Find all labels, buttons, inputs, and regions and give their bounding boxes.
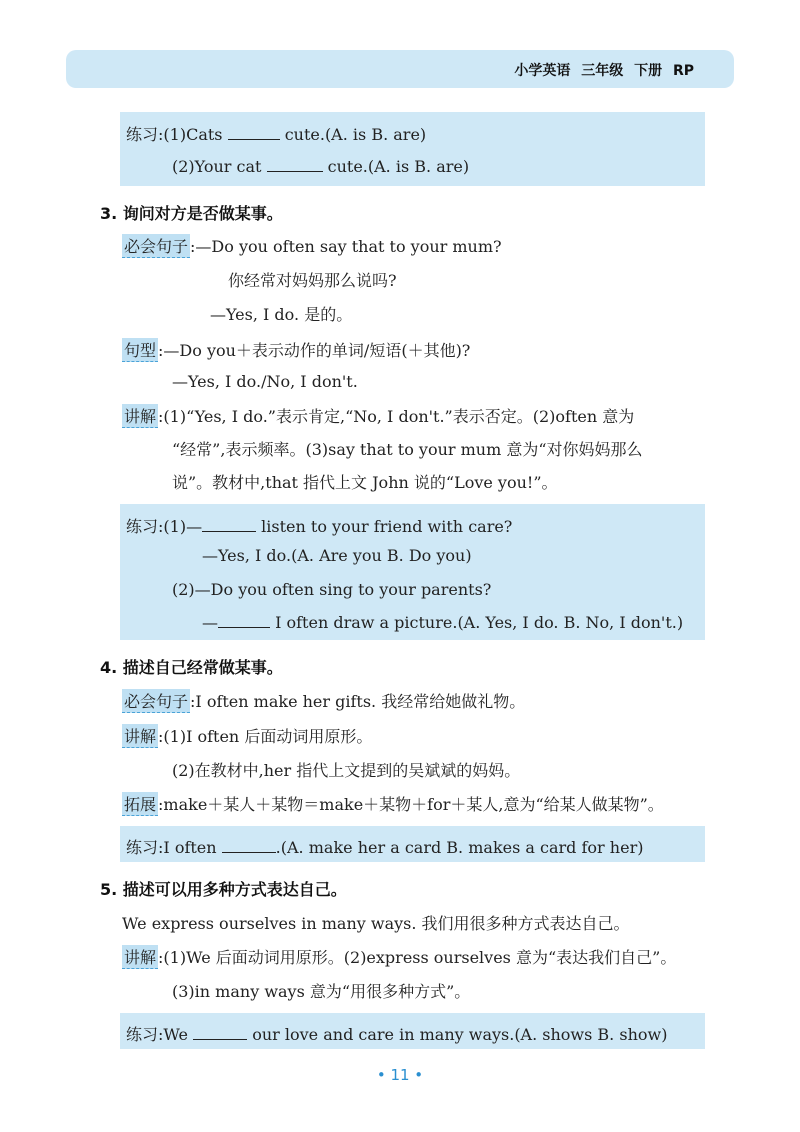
practice-label: 练习 [126, 838, 159, 857]
section-3-practice-q1: 练习:(1)— listen to your friend with care? [126, 517, 513, 536]
page-number: • 11 • [376, 1066, 424, 1084]
section-4-explain-line-1: 讲解 :(1)I often 后面动词用原形。 [122, 724, 372, 748]
section-3-must-line-2: 你经常对妈妈那么说吗? [228, 271, 397, 290]
section-3-explain-line-2: “经常”,表示频率。(3)say that to your mum 意为“对你妈妈那么 [172, 440, 643, 459]
must-know-tag: 必会句子 [122, 234, 190, 258]
section-3-practice-q1-reply: —Yes, I do.(A. Are you B. Do you) [202, 546, 472, 565]
section-4-explain-line-2: (2)在教材中,her 指代上文提到的吴斌斌的妈妈。 [172, 761, 521, 780]
practice-top-q2: (2)Your cat cute.(A. is B. are) [172, 157, 470, 176]
section-5-explain-line-1: 讲解 :(1)We 后面动词用原形。(2)express ourselves 意为“表达我们自己”。 [122, 945, 676, 969]
answer-blank[interactable] [218, 613, 270, 628]
section-3-title: 3. 询问对方是否做某事。 [100, 204, 283, 223]
answer-blank[interactable] [202, 517, 256, 532]
section-5-explain-line-2: (3)in many ways 意为“用很多种方式”。 [172, 982, 471, 1001]
section-3-must-line-3: —Yes, I do. 是的。 [210, 305, 353, 324]
must-know-tag: 必会句子 [122, 689, 190, 713]
explain-tag: 讲解 [122, 945, 158, 969]
section-3-practice-q2-reply: — I often draw a picture.(A. Yes, I do. B. No, I don't.) [202, 613, 684, 632]
extend-tag: 拓展 [122, 792, 158, 816]
answer-blank[interactable] [228, 125, 280, 140]
section-5-title: 5. 描述可以用多种方式表达自己。 [100, 880, 347, 899]
answer-blank[interactable] [222, 838, 276, 853]
pattern-tag: 句型 [122, 338, 158, 362]
answer-blank[interactable] [267, 157, 323, 172]
page-header [66, 50, 734, 88]
section-3-explain-line-3: 说”。教材中,that 指代上文 John 说的“Love you!”。 [172, 473, 558, 492]
practice-top-q1: 练习:(1)Cats cute.(A. is B. are) [126, 125, 427, 144]
explain-tag: 讲解 [122, 724, 158, 748]
section-4-must-line: 必会句子 :I often make her gifts. 我经常给她做礼物。 [122, 689, 525, 713]
section-5-practice-q1: 练习:We our love and care in many ways.(A. shows B. show) [126, 1025, 668, 1044]
section-3-must-line-1: 必会句子 :—Do you often say that to your mum? [122, 234, 502, 258]
section-3-pattern-line-1: 句型 :—Do you＋表示动作的单词/短语(＋其他)? [122, 338, 470, 362]
header-text: 小学英语 三年级 下册 RP [514, 63, 694, 79]
practice-label: 练习 [126, 125, 159, 144]
section-3-explain-line-1: 讲解 :(1)“Yes, I do.”表示肯定,“No, I don't.”表示否定。(2)often 意为 [122, 404, 634, 428]
explain-tag: 讲解 [122, 404, 158, 428]
section-4-extend-line: 拓展 :make＋某人＋某物＝make＋某物＋for＋某人,意为“给某人做某物”。 [122, 792, 664, 816]
section-3-practice-q2: (2)—Do you often sing to your parents? [172, 580, 492, 599]
section-4-title: 4. 描述自己经常做某事。 [100, 658, 283, 677]
section-4-practice-q1: 练习:I often .(A. make her a card B. makes a card for her) [126, 838, 644, 857]
section-3-pattern-line-2: —Yes, I do./No, I don't. [172, 372, 358, 391]
practice-label: 练习 [126, 1025, 159, 1044]
section-5-sentence: We express ourselves in many ways. 我们用很多种方式表达自己。 [122, 914, 630, 933]
practice-label: 练习 [126, 517, 159, 536]
answer-blank[interactable] [193, 1025, 247, 1040]
